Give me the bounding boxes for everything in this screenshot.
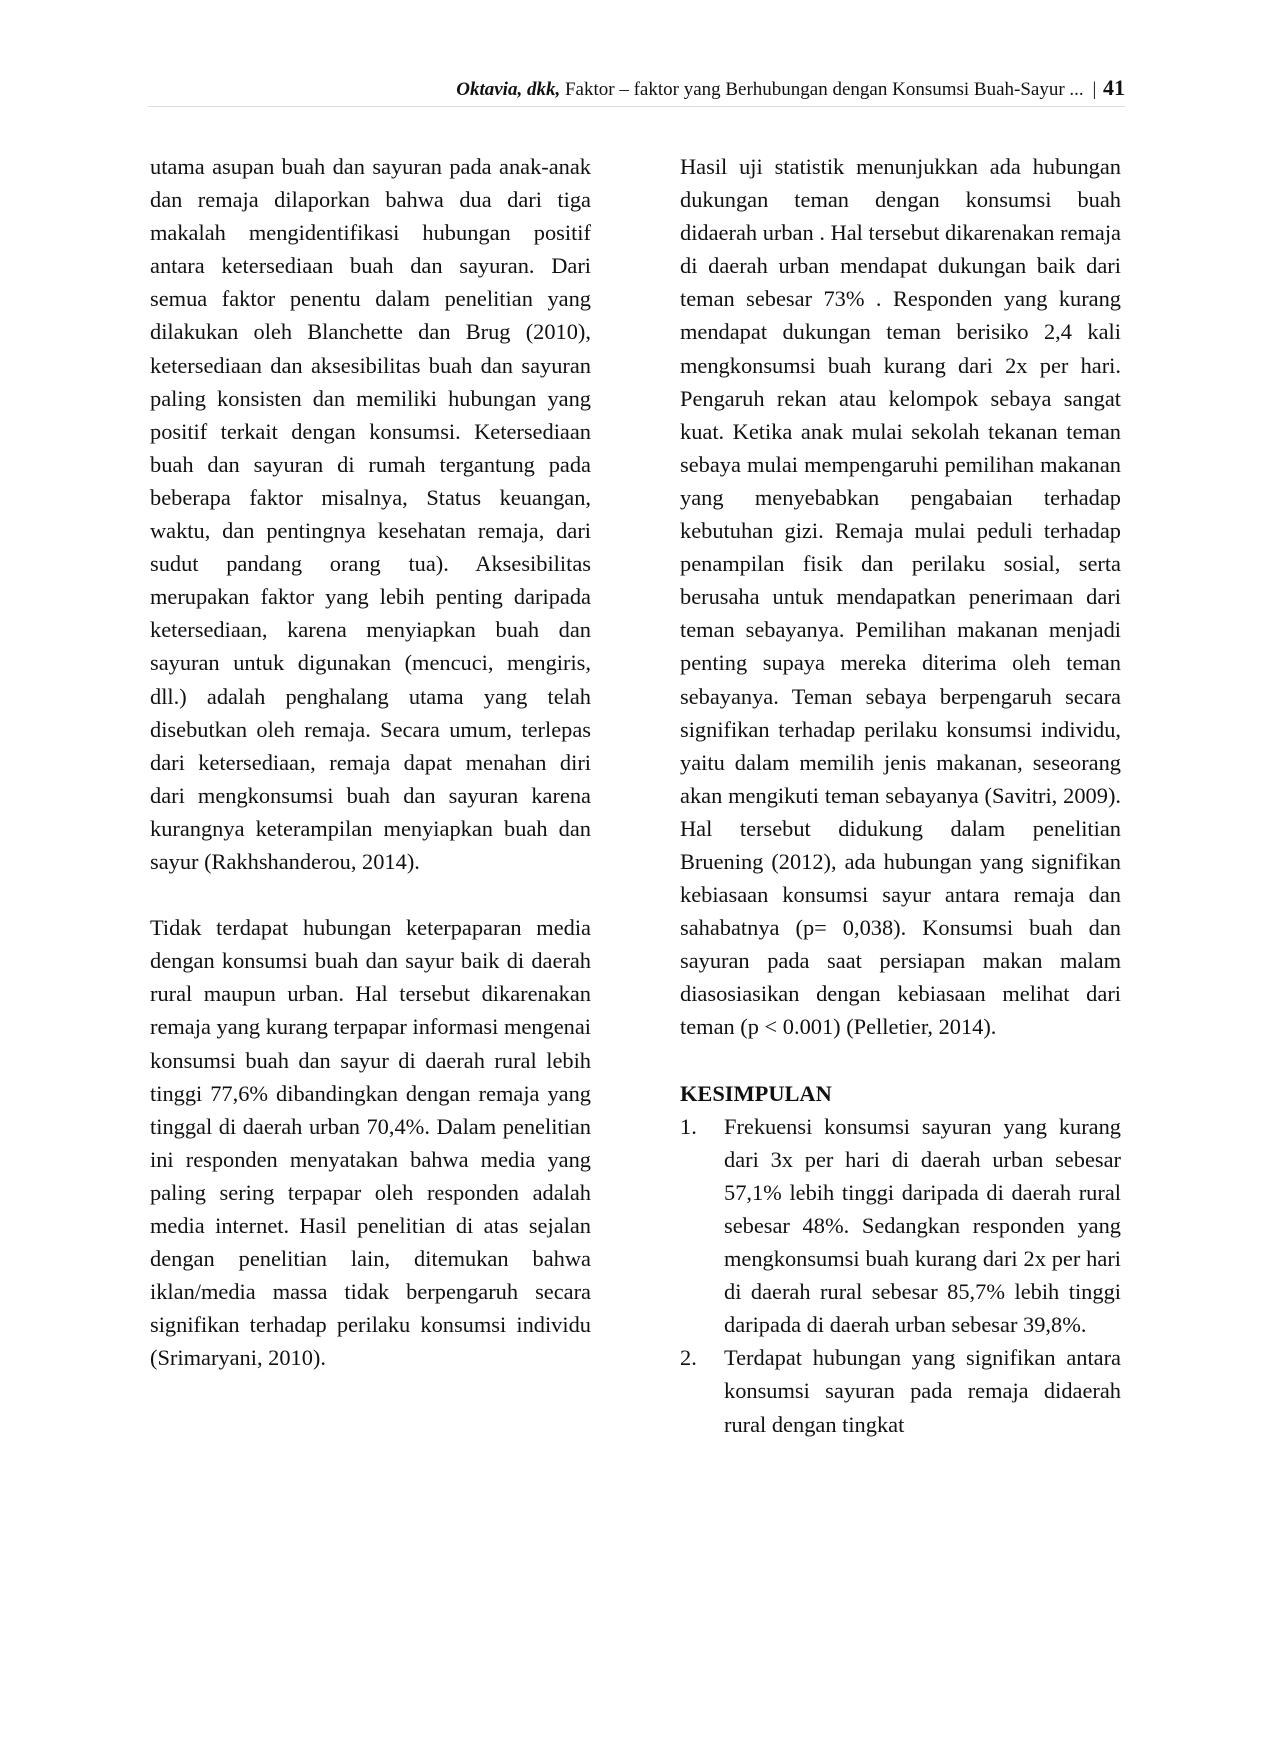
body-paragraph: Tidak terdapat hubungan keterpaparan media dengan konsumsi buah dan sayur baik di daerah rural maupun urban. Hal tersebut dikarenakan remaja yang kurang terpapar informasi mengenai konsumsi buah dan sayur di daerah rural lebih tinggi 77,6% dibandingkan dengan remaja yang tinggal di daerah urban 70,4%. Dalam penelitian ini responden menyatakan bahwa media yang paling sering terpapar oleh responden adalah media internet. Hasil penelitian di atas sejalan dengan penelitian lain, ditemukan bahwa iklan/media massa tidak berpengaruh secara signifikan terhadap perilaku konsumsi individu (Srimaryani, 2010). [150, 915, 591, 1371]
running-header [148, 70, 1125, 107]
body-paragraph: Hasil uji statistik menunjukkan ada hubungan dukungan teman dengan konsumsi buah didaerah urban . Hal tersebut dikarenakan remaja di daerah urban mendapat dukungan baik dari teman sebesar 73% . Responden yang kurang mendapat dukungan teman berisiko 2,4 kali mengkonsumsi buah kurang dari 2x per hari. Pengaruh rekan atau kelompok sebaya sangat kuat. Ketika anak mulai sekolah tekanan teman sebaya mulai mempengaruhi pemilihan makanan yang menyebabkan pengabaian terhadap kebutuhan gizi. Remaja mulai peduli terhadap penampilan fisik dan perilaku sosial, serta berusaha untuk mendapatkan penerimaan dari teman sebayanya. Pemilihan makanan menjadi penting supaya mereka diterima oleh teman sebayanya. Teman sebaya berpengaruh secara signifikan terhadap perilaku konsumsi individu, yaitu dalam memilih jenis makanan, seseorang akan mengikuti teman sebayanya (Savitri, 2009). Hal tersebut didukung dalam penelitian Bruening (2012), ada hubungan yang signifikan kebiasaan konsumsi sayur antara remaja dan sahabatnya (p= 0,038). Konsumsi buah dan sayuran pada saat persiapan makan malam diasosiasikan dengan kebiasaan melihat dari teman (p < 0.001) (Pelletier, 2014). [680, 154, 1121, 1040]
list-item [680, 1110, 1121, 1342]
header-title: Faktor – faktor yang Berhubungan dengan Konsumsi Buah-Sayur ... [564, 79, 1084, 100]
conclusion-list [680, 1110, 1121, 1441]
right-column [680, 150, 1121, 1441]
section-heading: KESIMPULAN [680, 1080, 832, 1106]
header-separator: | [1092, 79, 1097, 100]
list-item [680, 1341, 1121, 1440]
header-authors: Oktavia, dkk, [456, 79, 561, 100]
list-item-text: Frekuensi konsumsi sayuran yang kurang dari 3x per hari di daerah urban sebesar 57,1% lebih tinggi daripada di daerah rural sebesar 48%. Sedangkan responden yang mengkonsumsi buah kurang dari 2x per hari di daerah rural sebesar 85,7% lebih tinggi daripada di daerah urban sebesar 39,8%. [724, 1113, 1121, 1338]
left-column [150, 150, 591, 1374]
list-item-number: 1. [680, 1113, 697, 1139]
list-item-text: Terdapat hubungan yang signifikan antara konsumsi sayuran pada remaja didaerah rural dengan tingkat [724, 1345, 1121, 1437]
body-paragraph: utama asupan buah dan sayuran pada anak-anak dan remaja dilaporkan bahwa dua dari tiga makalah mengidentifikasi hubungan positif antara ketersediaan buah dan sayuran. Dari semua faktor penentu dalam penelitian yang dilakukan oleh Blanchette dan Brug (2010), ketersediaan dan aksesibilitas buah dan sayuran paling konsisten dan memiliki hubungan yang positif terkait dengan konsumsi. Ketersediaan buah dan sayuran di rumah tergantung pada beberapa faktor misalnya, Status keuangan, waktu, dan pentingnya kesehatan remaja, dari sudut pandang orang tua). Aksesibilitas merupakan faktor yang lebih penting daripada ketersediaan, karena menyiapkan buah dan sayuran untuk digunakan (mencuci, mengiris, dll.) adalah penghalang utama yang telah disebutkan oleh remaja. Secara umum, terlepas dari ketersediaan, remaja dapat menahan diri dari mengkonsumsi buah dan sayuran karena kurangnya keterampilan menyiapkan buah dan sayur (Rakhshanderou, 2014). [150, 154, 591, 874]
page-number: 41 [1103, 75, 1125, 100]
list-item-number: 2. [680, 1345, 697, 1371]
